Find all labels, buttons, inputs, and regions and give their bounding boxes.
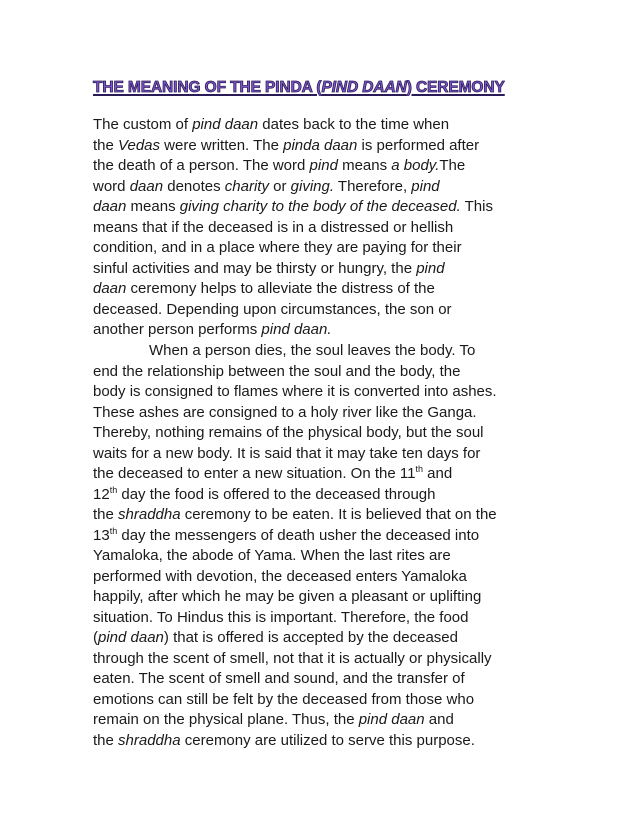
text-run: eaten. The scent of smell and sound, and the transfer of (93, 670, 465, 687)
text-run: denotes (163, 177, 225, 195)
italic-run: pind daan (192, 116, 259, 133)
italic-run: pind (411, 177, 440, 195)
text-run: means (126, 198, 180, 215)
text-line (93, 628, 497, 649)
text-line (93, 403, 497, 424)
text-run: the deceased to enter a new situation. On the 11 (93, 465, 416, 482)
text-run: day the food is offered to the deceased through (117, 485, 436, 503)
text-line (93, 464, 497, 485)
text-run: When a person dies, the soul leaves the body. To (149, 342, 476, 359)
italic-run: pind (416, 259, 445, 277)
text-line (93, 710, 497, 731)
text-line (93, 649, 497, 670)
text-line (93, 320, 493, 341)
text-run: ceremony are utilized to serve this purpose. (180, 731, 475, 749)
text-run: sinful activities and may be thirsty or hungry, the (93, 259, 417, 277)
italic-run: pind (309, 157, 338, 174)
italic-run: daan (93, 280, 127, 297)
text-run: ) that is offered is accepted by the deceased (163, 629, 458, 646)
italic-run: shraddha (118, 506, 181, 523)
text-run: through the scent of smell, not that it is actually or physically (93, 649, 492, 667)
text-line (93, 546, 497, 567)
text-run: means (337, 157, 392, 174)
text-line (93, 669, 497, 690)
superscript-run: th (109, 484, 118, 495)
text-run: Yamaloka, the abode of Yama. When the last rites are (93, 547, 451, 564)
text-run: the (93, 136, 119, 154)
title-segment: PIND DAAN (321, 79, 407, 96)
text-run: happily, after which he may be given a pleasant or uplifting (93, 588, 482, 605)
italic-run: giving. (290, 177, 335, 195)
italic-run: Vedas (118, 136, 161, 154)
text-line (93, 485, 497, 506)
italic-run: pind daan. (261, 321, 332, 338)
text-run: means that if the deceased is in a distressed or hellish (93, 218, 454, 236)
superscript-run: th (415, 464, 423, 474)
text-line (93, 300, 493, 321)
italic-run: giving charity to the body of the deceased. (179, 198, 461, 215)
italic-run: pinda daan (283, 136, 358, 154)
italic-run: pind daan (98, 629, 164, 646)
text-line (93, 259, 493, 280)
text-line (93, 587, 497, 608)
text-run: These ashes are consigned to a holy river like the Ganga. (93, 403, 477, 421)
text-run: the death of a person. The word (93, 157, 310, 174)
superscript-run: th (109, 525, 118, 536)
paragraph-soul (93, 341, 497, 751)
italic-run: daan (129, 177, 164, 195)
text-run: ceremony to be eaten. It is believed that on the (180, 506, 497, 523)
paragraph-intro (93, 115, 493, 341)
text-run: waits for a new body. It is said that it may take ten days for (93, 444, 481, 462)
text-run: deceased. Depending upon circumstances, the son or (93, 300, 452, 318)
text-run: This (460, 198, 493, 215)
text-run: 12 (93, 485, 110, 503)
text-line (93, 382, 497, 403)
text-run: Therefore, (334, 177, 412, 195)
text-run: Thereby, nothing remains of the physical body, but the soul (93, 424, 484, 441)
text-line (93, 218, 493, 239)
text-run: and (422, 465, 453, 482)
text-line (93, 136, 493, 157)
text-line (93, 238, 493, 259)
italic-run: shraddha (118, 731, 181, 749)
text-line (93, 197, 493, 218)
text-run: and (424, 711, 454, 728)
text-run: performed with devotion, the deceased enters Yamaloka (93, 567, 467, 585)
text-run: the (93, 731, 119, 749)
text-run: word (93, 177, 130, 195)
text-line (93, 115, 493, 136)
text-line (93, 423, 497, 444)
italic-run: pind daan (358, 711, 425, 728)
text-line (93, 526, 497, 547)
text-run: 13 (93, 526, 110, 544)
italic-run: daan (93, 198, 127, 215)
text-line (93, 608, 497, 629)
text-run: body is consigned to flames where it is converted into ashes. (93, 383, 497, 400)
text-line (93, 156, 493, 177)
text-run: the (93, 506, 119, 523)
text-run: emotions can still be felt by the deceased from those who (93, 690, 475, 708)
text-run: dates back to the time when (258, 116, 450, 133)
text-run: or (268, 177, 291, 195)
text-run: situation. To Hindus this is important. Therefore, the food (93, 608, 469, 626)
text-run: is performed after (357, 136, 480, 154)
text-run: end the relationship between the soul and the body, the (93, 362, 461, 380)
italic-run: a body. (391, 157, 440, 174)
text-line (93, 731, 497, 752)
text-line (93, 690, 497, 711)
text-run: were written. The (160, 136, 284, 154)
text-line (93, 505, 497, 526)
text-run: another person performs (93, 321, 262, 338)
text-line (93, 567, 497, 588)
title-segment: ) CEREMONY (406, 79, 505, 96)
italic-run: charity (224, 177, 269, 195)
text-run: day the messengers of death usher the deceased into (117, 526, 480, 544)
text-run: The custom of (93, 116, 193, 133)
text-run: The (439, 157, 466, 174)
text-line (93, 341, 497, 362)
text-run: condition, and in a place where they are paying for their (93, 239, 462, 256)
text-line (93, 279, 493, 300)
text-run: ceremony helps to alleviate the distress of the (126, 280, 435, 297)
text-run: remain on the physical plane. Thus, the (93, 711, 359, 728)
text-run: ( (93, 629, 98, 646)
text-line (93, 177, 493, 198)
document-title (93, 78, 505, 98)
title-segment: THE MEANING OF THE PINDA ( (93, 79, 322, 96)
text-line (93, 362, 497, 383)
text-line (93, 444, 497, 465)
